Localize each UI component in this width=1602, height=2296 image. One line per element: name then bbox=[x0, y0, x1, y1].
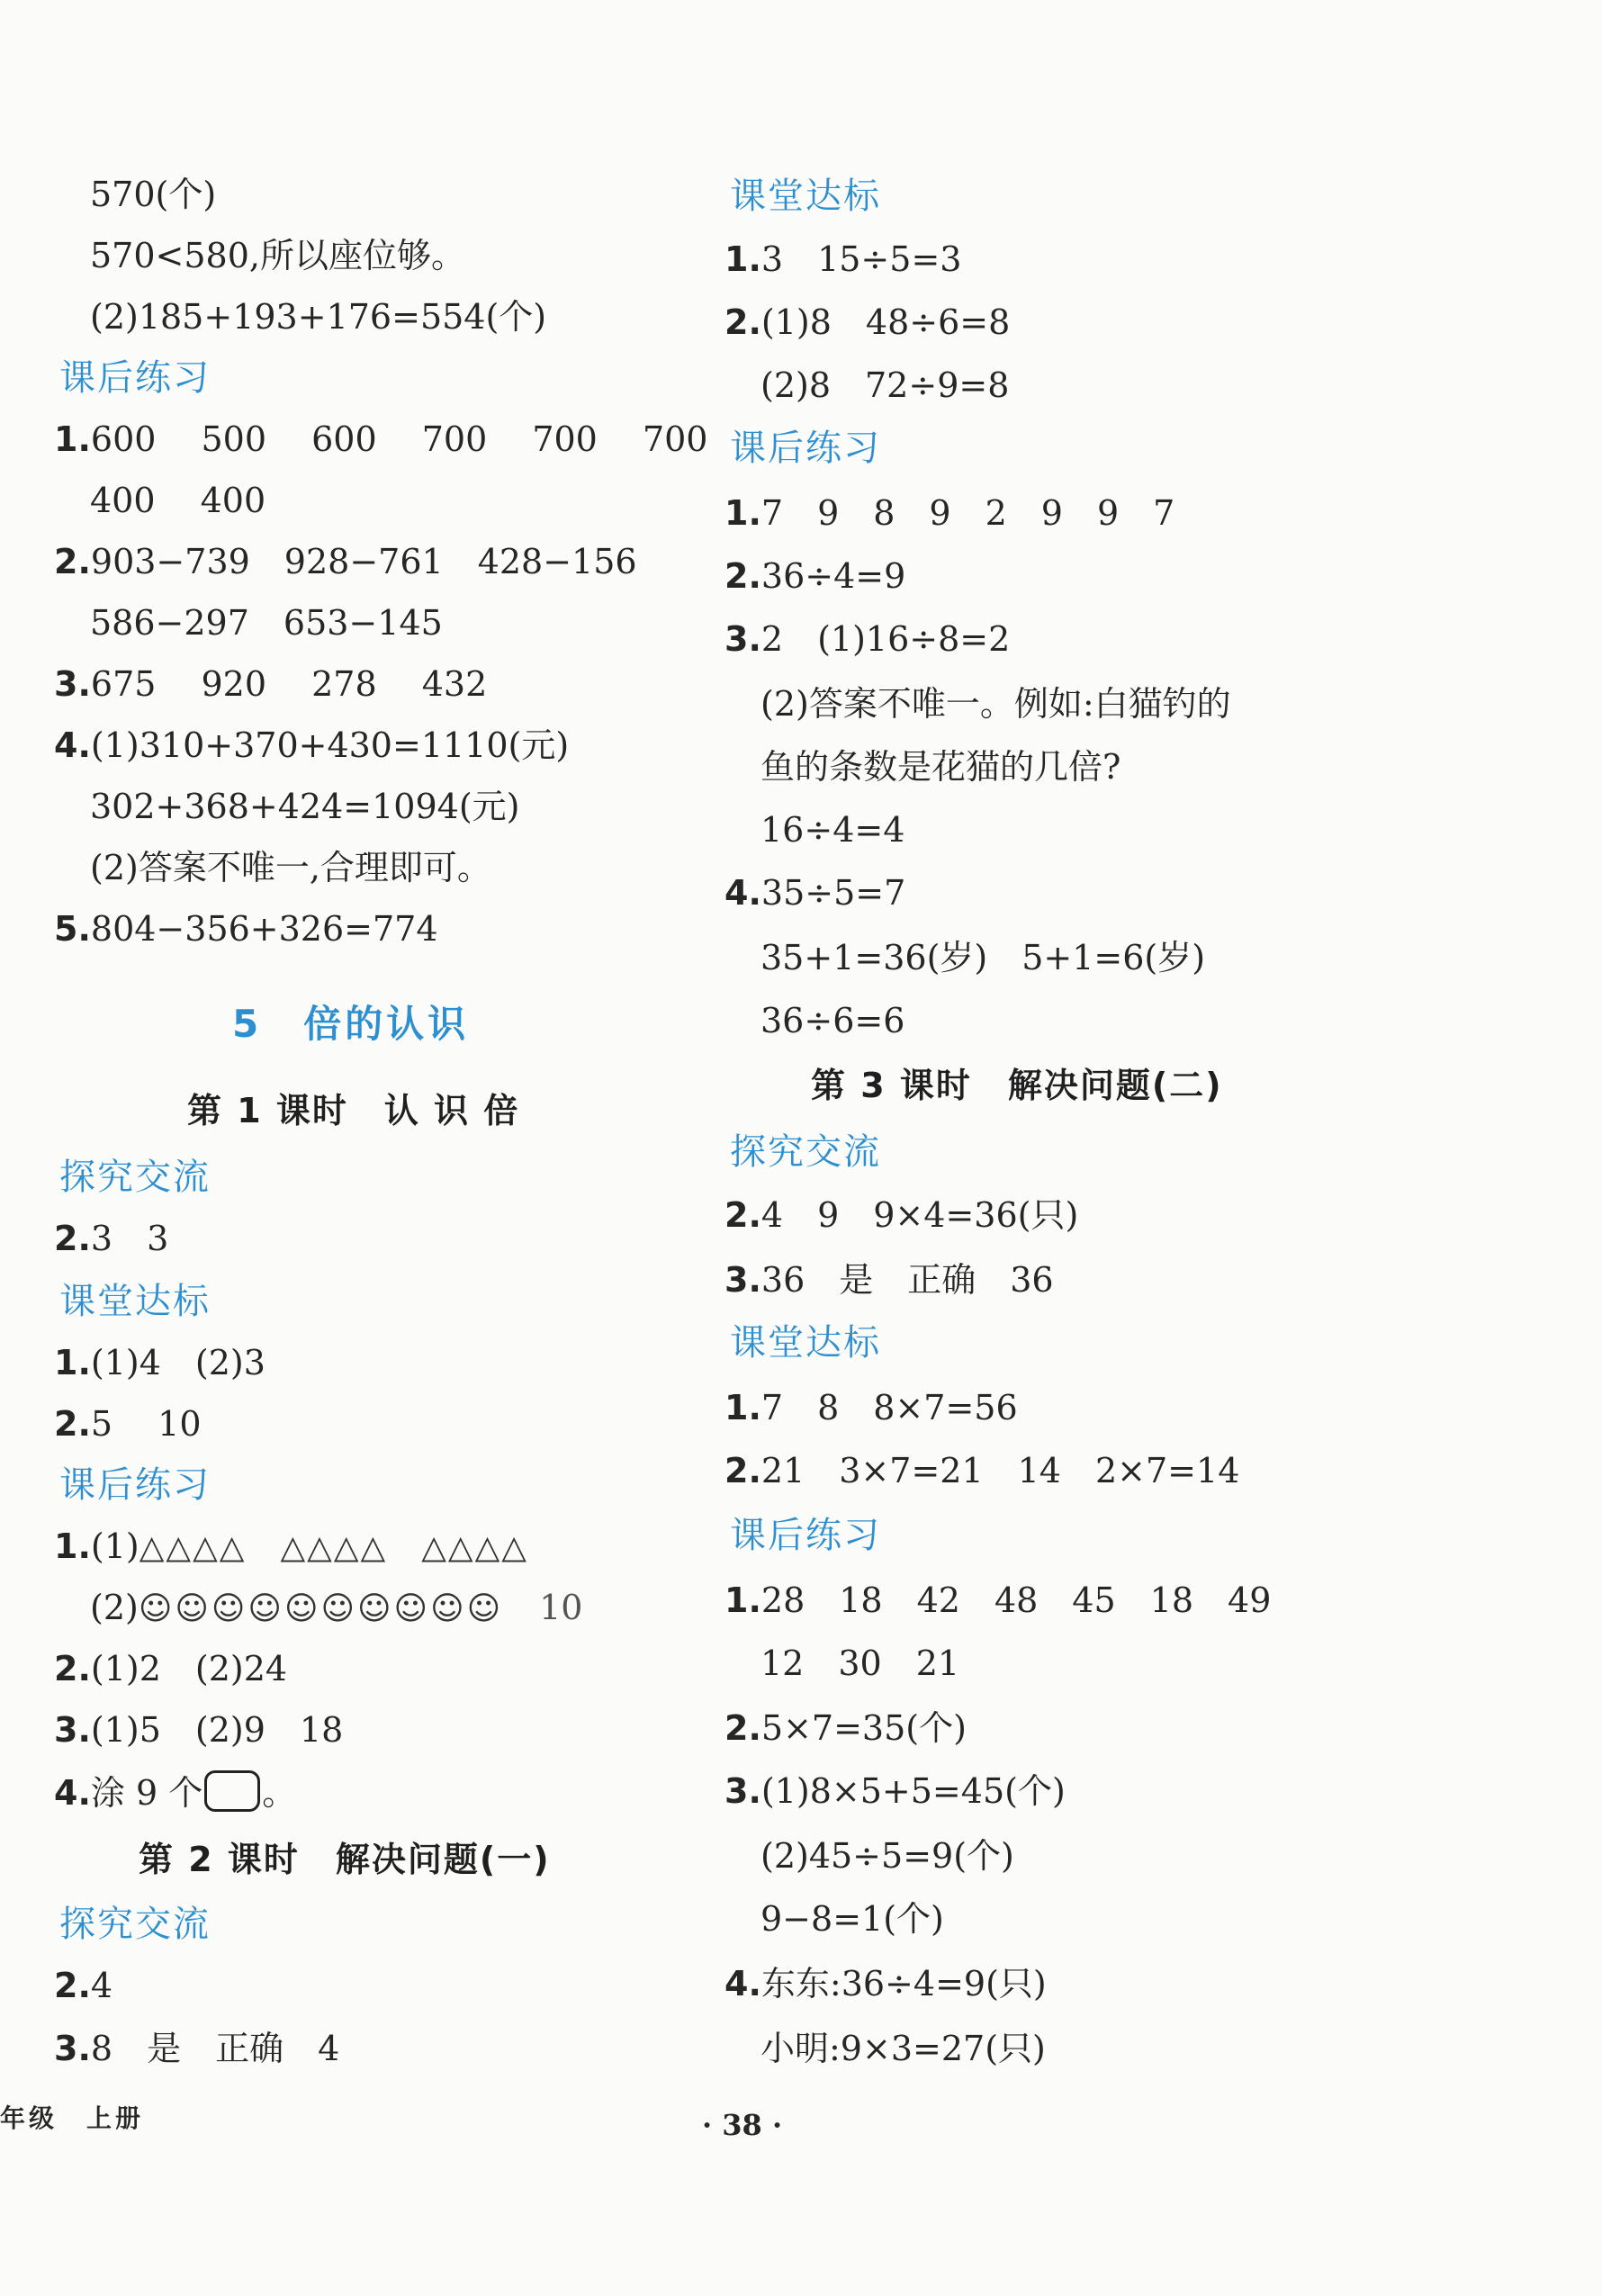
answer-line bbox=[54, 661, 487, 707]
answer-line: 16÷4=4 bbox=[760, 810, 905, 850]
answer-line bbox=[54, 722, 569, 769]
answer-text: (1)310+370+430=1110(元) bbox=[90, 725, 570, 765]
answer-line bbox=[54, 905, 438, 952]
answer-line bbox=[724, 236, 961, 283]
answer-line bbox=[724, 553, 905, 599]
question-number: 5. bbox=[54, 909, 91, 949]
answer-line bbox=[724, 299, 1010, 346]
answer-text: 36 是 正确 36 bbox=[760, 1260, 1054, 1300]
answer-line: 9−8=1(个) bbox=[760, 1899, 944, 1939]
answer-text: (1) bbox=[90, 1526, 140, 1566]
answer-text: 。 bbox=[262, 1773, 297, 1813]
answer-text: 3 15÷5=3 bbox=[760, 239, 962, 279]
answer-text: 7 9 8 9 2 9 9 7 bbox=[760, 493, 1175, 533]
answer-text: 21 3×7=21 14 2×7=14 bbox=[760, 1451, 1240, 1490]
answer-text: (1)2 (2)24 bbox=[90, 1649, 288, 1688]
question-number: 3. bbox=[724, 1260, 761, 1300]
answer-text: 600 500 600 700 700 700 bbox=[90, 419, 708, 459]
question-number: 4. bbox=[54, 725, 91, 765]
question-number: 1. bbox=[54, 1343, 91, 1382]
answer-text: 5 10 bbox=[90, 1404, 202, 1444]
answer-text: (1)4 (2)3 bbox=[90, 1343, 266, 1382]
section-heading: 探究交流 bbox=[59, 1157, 211, 1198]
section-heading: 探究交流 bbox=[59, 1904, 211, 1945]
answer-text: 28 18 42 48 45 18 49 bbox=[760, 1580, 1272, 1620]
answer-line bbox=[54, 2025, 339, 2072]
question-number: 3. bbox=[54, 2029, 91, 2068]
question-number: 1. bbox=[724, 1388, 761, 1427]
answer-line bbox=[54, 1962, 112, 2009]
question-number: 1. bbox=[724, 493, 761, 533]
section-heading: 课堂达标 bbox=[730, 1322, 881, 1364]
answer-line bbox=[54, 1339, 266, 1386]
answer-line bbox=[54, 1645, 287, 1692]
answer-text: 10 bbox=[539, 1588, 583, 1627]
answer-line: (2)8 72÷9=8 bbox=[760, 365, 1010, 405]
lesson-title: 第 1 课时 认 识 倍 bbox=[187, 1091, 520, 1130]
answer-text: 3 3 bbox=[90, 1219, 169, 1258]
answer-line bbox=[724, 1384, 1018, 1431]
page-number: · 38 · bbox=[702, 2108, 783, 2142]
answer-text: 36÷4=9 bbox=[760, 556, 906, 596]
rounded-rectangle-icon bbox=[204, 1770, 260, 1812]
question-number: 1. bbox=[54, 419, 91, 459]
answer-text: 5×7=35(个) bbox=[760, 1708, 967, 1748]
answer-line: 400 400 bbox=[90, 481, 266, 520]
question-number: 2. bbox=[54, 1966, 91, 2005]
answer-line: 12 30 21 bbox=[760, 1643, 960, 1683]
answer-line bbox=[54, 1523, 528, 1571]
answer-line: (2)185+193+176=554(个) bbox=[90, 297, 547, 337]
question-number: 4. bbox=[724, 873, 761, 913]
answer-line bbox=[724, 1577, 1271, 1624]
answer-line bbox=[54, 416, 707, 463]
answer-line bbox=[724, 616, 1010, 662]
answer-line bbox=[724, 1705, 967, 1751]
question-number: 2. bbox=[54, 1649, 91, 1688]
question-number: 3. bbox=[54, 664, 91, 704]
question-number: 1. bbox=[54, 1526, 91, 1566]
answer-text: 2 (1)16÷8=2 bbox=[760, 619, 1011, 659]
answer-line bbox=[54, 1400, 202, 1447]
question-number: 2. bbox=[724, 1195, 761, 1235]
question-number: 2. bbox=[54, 1404, 91, 1444]
section-heading: 探究交流 bbox=[730, 1131, 881, 1173]
lesson-title: 第 2 课时 解决问题(一) bbox=[139, 1840, 551, 1879]
question-number: 2. bbox=[54, 1219, 91, 1258]
answer-line: 36÷6=6 bbox=[760, 1001, 905, 1040]
answer-line: (2)答案不唯一。例如:白猫钓的 bbox=[760, 684, 1231, 724]
answer-line bbox=[54, 1769, 296, 1816]
chapter-title: 5 倍的认识 bbox=[232, 1002, 470, 1046]
question-number: 2. bbox=[724, 1708, 761, 1748]
answer-text: 8 是 正确 4 bbox=[90, 2029, 340, 2068]
question-number: 3. bbox=[724, 619, 761, 659]
section-heading: 课堂达标 bbox=[730, 176, 881, 217]
question-number: 3. bbox=[54, 1710, 91, 1750]
question-number: 2. bbox=[724, 302, 761, 342]
answer-line: (2)答案不唯一,合理即可。 bbox=[90, 848, 491, 887]
section-heading: 课后练习 bbox=[730, 1515, 881, 1556]
answer-text: 东东:36÷4=9(只) bbox=[760, 1964, 1047, 2003]
question-number: 3. bbox=[724, 1771, 761, 1811]
question-number: 2. bbox=[724, 1451, 761, 1490]
answer-text: (1)8 48÷6=8 bbox=[760, 302, 1011, 342]
section-heading: 课后练习 bbox=[59, 1464, 211, 1506]
answer-line bbox=[724, 1768, 1066, 1814]
answer-line: 鱼的条数是花猫的几倍? bbox=[760, 747, 1121, 787]
answer-text: 675 920 278 432 bbox=[90, 664, 488, 704]
answer-text: 7 8 8×7=56 bbox=[760, 1388, 1018, 1427]
answer-text: 903−739 928−761 428−156 bbox=[90, 542, 637, 581]
section-heading: 课后练习 bbox=[59, 357, 211, 399]
answer-line: 小明:9×3=27(只) bbox=[760, 2029, 1046, 2068]
question-number: 1. bbox=[724, 1580, 761, 1620]
answer-text: 804−356+326=774 bbox=[90, 909, 438, 949]
answer-text: (1)5 (2)9 18 bbox=[90, 1710, 344, 1750]
answer-line bbox=[724, 869, 905, 916]
section-heading: 课堂达标 bbox=[59, 1281, 211, 1322]
answer-line bbox=[724, 1192, 1078, 1238]
question-number: 4. bbox=[724, 1964, 761, 2003]
answer-line bbox=[724, 490, 1174, 536]
answer-line: 570(个) bbox=[90, 175, 217, 214]
answer-line bbox=[724, 1447, 1239, 1494]
triangle-icons: △△△△ △△△△ △△△△ bbox=[139, 1529, 528, 1566]
answer-line bbox=[54, 1706, 343, 1753]
answer-line: 302+368+424=1094(元) bbox=[90, 787, 520, 826]
answer-line: 570<580,所以座位够。 bbox=[90, 236, 465, 275]
answer-text: 4 9 9×4=36(只) bbox=[760, 1195, 1079, 1235]
answer-line: 35+1=36(岁) 5+1=6(岁) bbox=[760, 938, 1206, 977]
answer-text: 35÷5=7 bbox=[760, 873, 906, 913]
answer-text: 涂 9 个 bbox=[90, 1773, 203, 1813]
lesson-title: 第 3 课时 解决问题(二) bbox=[811, 1066, 1223, 1105]
question-number: 4. bbox=[54, 1773, 91, 1813]
section-heading: 课后练习 bbox=[730, 428, 881, 469]
answer-line: 586−297 653−145 bbox=[90, 603, 443, 643]
answer-line bbox=[54, 1215, 168, 1262]
smiley-face-icons: ☺☺☺☺☺☺☺☺☺☺ bbox=[138, 1590, 504, 1627]
answer-text: 4 bbox=[90, 1966, 113, 2005]
question-number: 1. bbox=[724, 239, 761, 279]
answer-line bbox=[54, 538, 637, 585]
answer-line bbox=[90, 1584, 582, 1633]
answer-text: (2) bbox=[90, 1588, 139, 1627]
answer-line bbox=[724, 1256, 1054, 1303]
answer-line bbox=[724, 1960, 1047, 2007]
question-number: 2. bbox=[724, 556, 761, 596]
footer-grade-label: 年级 上册 bbox=[0, 2103, 145, 2133]
answer-text: (1)8×5+5=45(个) bbox=[760, 1771, 1066, 1811]
answer-line: (2)45÷5=9(个) bbox=[760, 1836, 1014, 1876]
question-number: 2. bbox=[54, 542, 91, 581]
